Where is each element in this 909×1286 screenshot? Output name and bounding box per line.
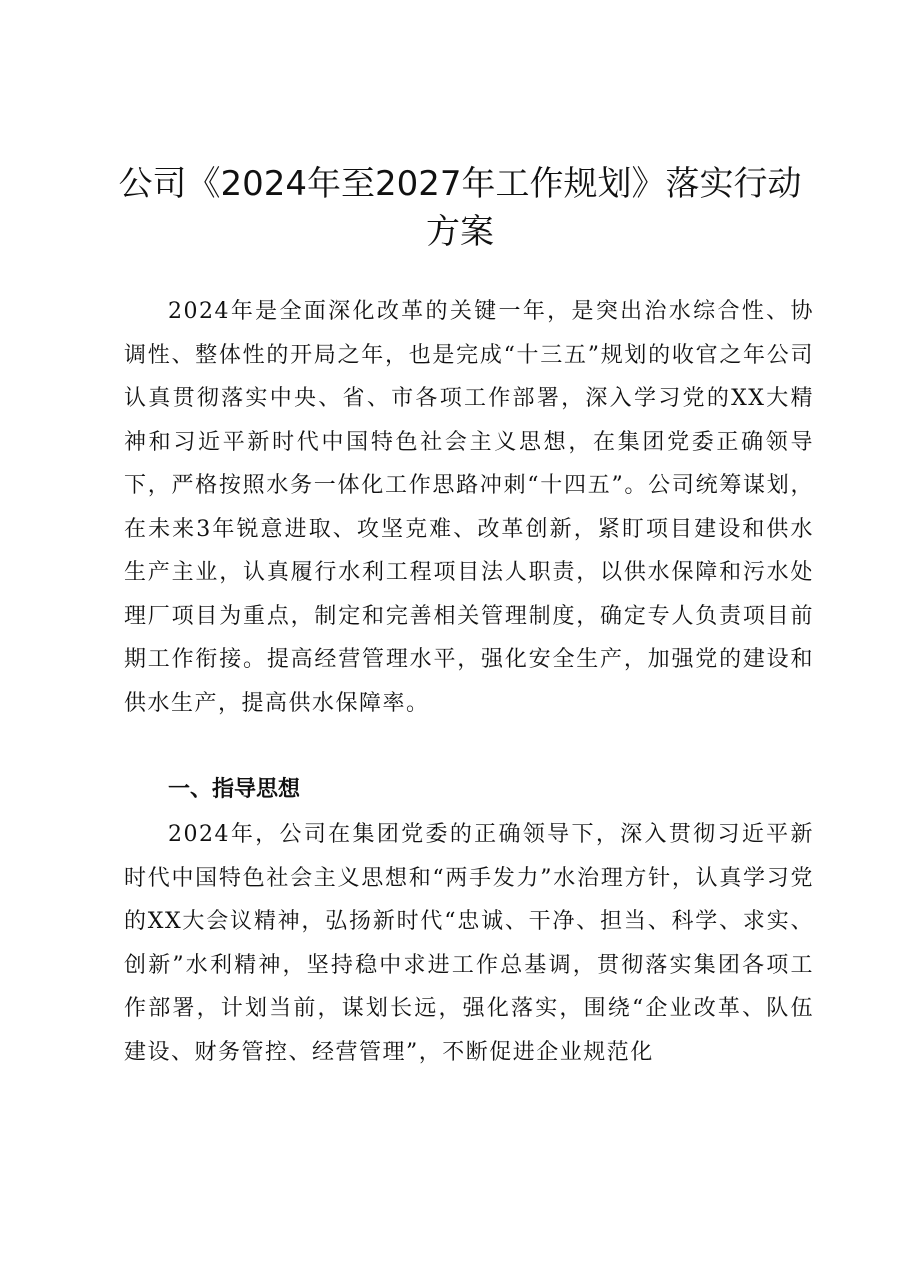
intro-paragraph: 2024年是全面深化改革的关键一年，是突出治水综合性、协调性、整体性的开局之年，也是完成“十三五”规划的收官之年公司认真贯彻落实中央、省、市各项工作部署，深入学习党的XX大精神和习近平新时代中国特色社会主义思想，在集团党委正确领导下，严格按照水务一体化工作思路冲刺“十四五”。公司统筹谋划，在未来3年锐意进取、攻坚克难、改革创新，紧盯项目建设和供水生产主业，认真履行水利工程项目法人职责，以供水保障和污水处理厂项目为重点，制定和完善相关管理制度，确定专人负责项目前期工作衔接。提高经营管理水平，强化安全生产，加强党的建设和供水生产，提高供水保障率。 [124, 299, 814, 716]
document-title: 公司《2024年至2027年工作规划》落实行动方案 [118, 164, 802, 252]
guiding-ideology-paragraph: 2024年，公司在集团党委的正确领导下，深入贯彻习近平新时代中国特色社会主义思想和“两手发力”水治理方针，认真学习党的XX大会议精神，弘扬新时代“忠诚、干净、担当、科学、求实、创新”水利精神，坚持稳中求进工作总基调，贯彻落实集团各项工作部署，计划当前，谋划长远，强化落实，围绕“企业改革、队伍建设、财务管控、经营管理”，不断促进企业规范化 [124, 822, 814, 1065]
section-heading-guiding-ideology: 一、指导思想 [168, 777, 301, 802]
